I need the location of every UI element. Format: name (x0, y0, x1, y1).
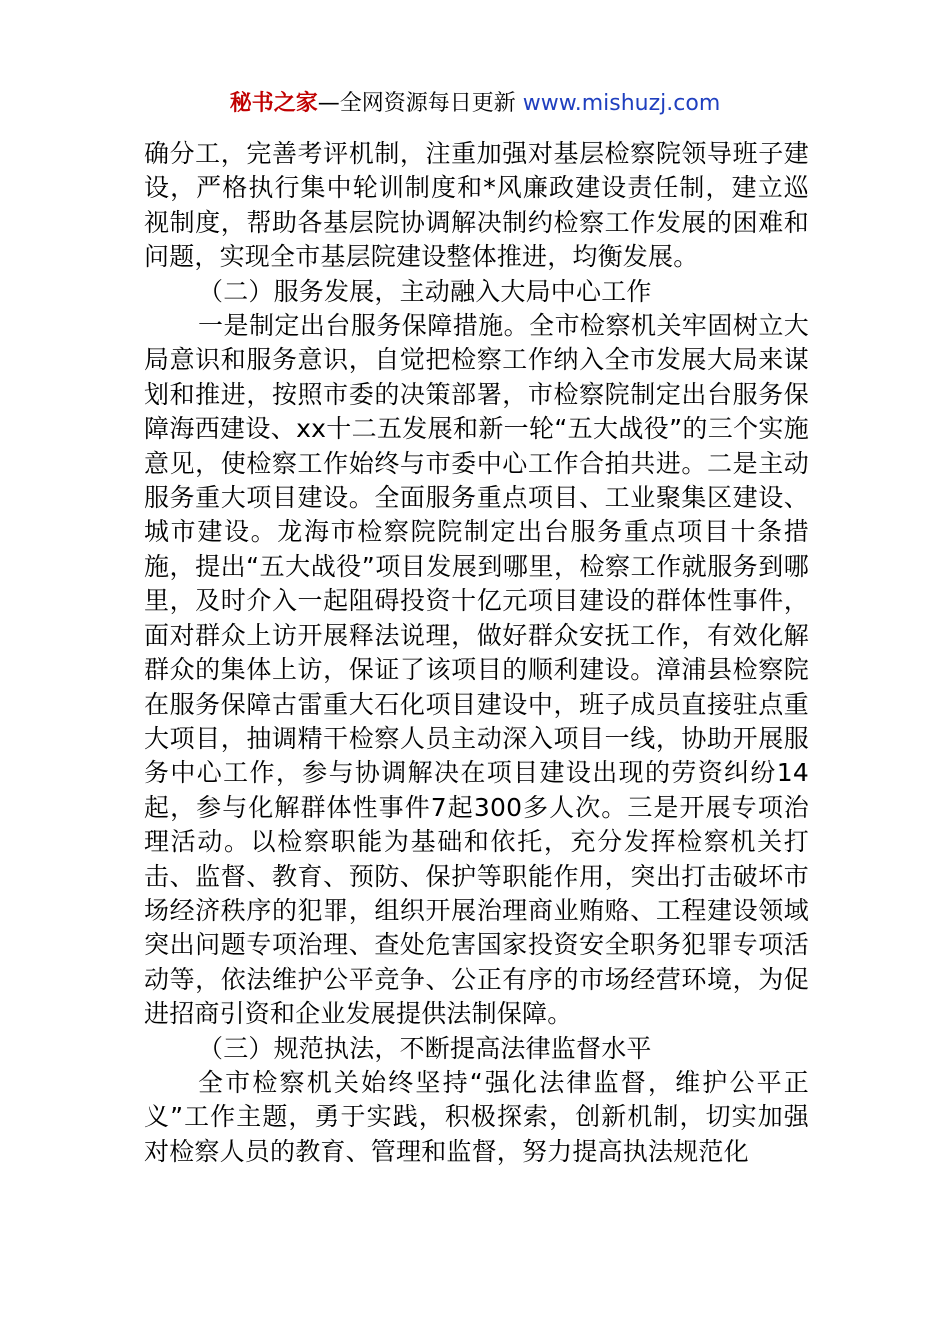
paragraph-service-development: 一是制定出台服务保障措施。全市检察机关牢固树立大局意识和服务意识，自觉把检察工作纳入全市发展大局来谋划和推进，按照市委的决策部署，市检察院制定出台服务保障海西建设、xx十二五发展和新一轮“五大战役”的三个实施意见，使检察工作始终与市委中心工作合拍共进。二是主动服务重大项目建设。全面服务重点项目、工业聚集区建设、城市建设。龙海市检察院院制定出台服务重点项目十条措施，提出“五大战役”项目发展到哪里，检察工作就服务到哪里，及时介入一起阻碍投资十亿元项目建设的群体性事件，面对群众上访开展释法说理，做好群众安抚工作，有效化解群众的集体上访，保证了该项目的顺利建设。漳浦县检察院在服务保障古雷重大石化项目建设中，班子成员直接驻点重大项目，抽调精干检察人员主动深入项目一线，协助开展服务中心工作，参与协调解决在项目建设出现的劳资纠纷14起，参与化解群体性事件7起300多人次。三是开展专项治理活动。以检察职能为基础和依托，充分发挥检察机关打击、监督、教育、预防、保护等职能作用，突出打击破坏市场经济秩序的犯罪，组织开展治理商业贿赂、工程建设领域突出问题专项治理、查处危害国家投资安全职务犯罪专项活动等，依法维护公平竞争、公正有序的市场经营环境，为促进招商引资和企业发展提供法制保障。 (144, 311, 809, 1029)
paragraph-continued: 确分工，完善考评机制，注重加强对基层检察院领导班子建设，严格执行集中轮训制度和*风廉政建设责任制，建立巡视制度，帮助各基层院协调解决制约检察工作发展的困难和问题，实现全市基层院建设整体推进，均衡发展。 (144, 139, 809, 272)
section-heading-3: （三）规范执法，不断提高法律监督水平 (198, 1033, 652, 1063)
paragraph-standardized-enforcement: 全市检察机关始终坚持“强化法律监督，维护公平正义”工作主题，勇于实践，积极探索，创新机制，切实加强对检察人员的教育、管理和监督，努力提高执法规范化 (144, 1067, 809, 1166)
section-heading-2: （二）服务发展，主动融入大局中心工作 (198, 276, 652, 306)
brand-name: 秘书之家 (229, 91, 318, 116)
header-slogan: —全网资源每日更新 (317, 91, 523, 116)
document-body (144, 137, 809, 1169)
site-url-link[interactable]: www.mishuzj.com (522, 91, 721, 116)
site-header (0, 88, 950, 120)
